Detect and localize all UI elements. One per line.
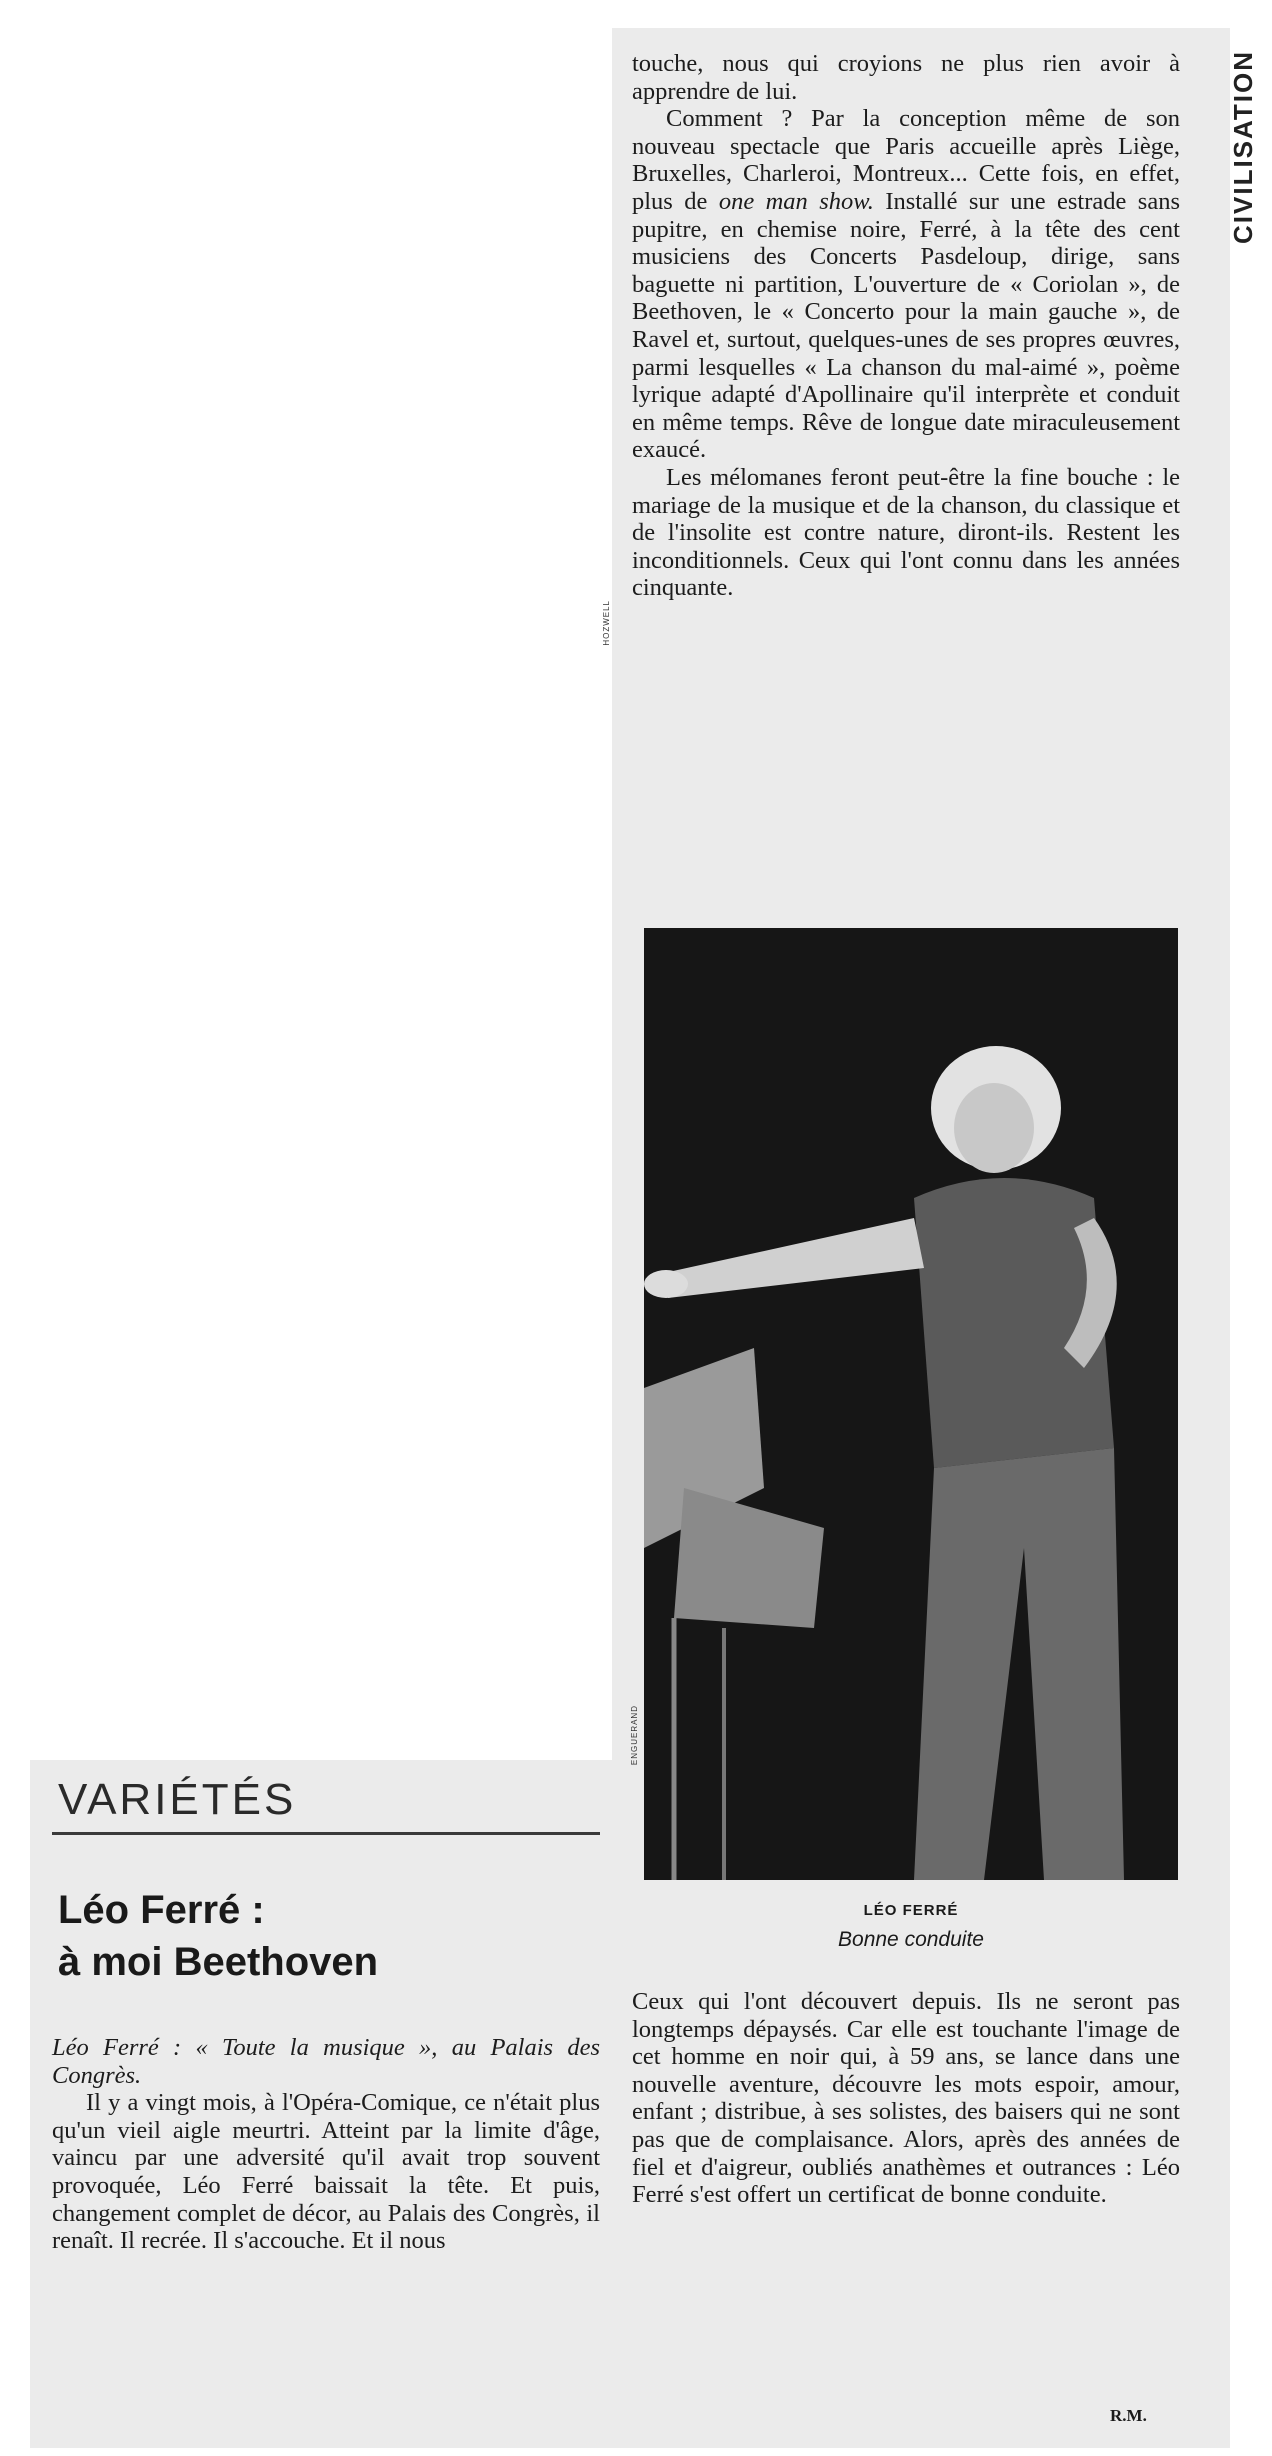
photo-credit-top: HOZWELL xyxy=(602,600,611,646)
paragraph: Il y a vingt mois, à l'Opéra-Comique, ce n'était plus qu'un vieil aigle meurtri. Atteint par la limite d'âge, vaincu par une adversité qu'il avait trop souvent provoquée, Léo Ferré baissait la tête. Et puis, changement complet de décor, au Palais des Congrès, il renaît. Il recrée. Il s'accouche. Et il nous xyxy=(52,2089,600,2255)
photo-leo-ferre xyxy=(644,928,1178,1880)
paragraph: Comment ? Par la conception même de son nouveau spectacle que Paris accueille après Liège, Bruxelles, Charleroi, Montreux... Cette fois, en effet, plus de one man show. Installé sur une estrade sans pupitre, en chemise noire, Ferré, à la tête des cent musiciens des Concerts Pasdeloup, dirige, sans baguette ni partition, L'ouverture de « Coriolan », de Beethoven, le « Concerto pour la main gauche », de Ravel et, surtout, quelques-unes de ses propres œuvres, parmi lesquelles « La chanson du mal-aimé », poème lyrique adapté d'Apollinaire qu'il interprète et conduit en même temps. Rêve de longue date miraculeusement exaucé. xyxy=(632,105,1181,464)
section-divider xyxy=(52,1832,600,1835)
photo-credit-side: ENGUERAND xyxy=(630,1705,639,1766)
photo-caption-name: LÉO FERRÉ xyxy=(863,1902,959,1919)
photo-caption-subtitle: Bonne conduite xyxy=(838,1928,984,1951)
author-initials: R.M. xyxy=(1110,2406,1147,2425)
paragraph: Ceux qui l'ont découvert depuis. Ils ne seront pas longtemps dépaysés. Car elle est touchante l'image de cet homme en noir qui, à 59 ans, se lance dans une nouvelle aventure, découvre les mots espoir, amour, enfant ; distribue, à ses solistes, des baisers qui ne sont pas que de complaisance. Alors, après des années de fiel et d'aigreur, oubliés anathèmes et outrances : Léo Ferré s'est offert un certificat de bonne conduite. xyxy=(632,1988,1180,2209)
paragraph: touche, nous qui croyions ne plus rien avoir à apprendre de lui. xyxy=(632,50,1180,105)
headline-line: à moi Beethoven xyxy=(58,1940,379,1984)
article-subtitle: Léo Ferré : « Toute la musique », au Palais des Congrès. xyxy=(52,2034,600,2089)
article-column-left xyxy=(52,2034,600,2255)
article-column-right-top xyxy=(632,50,1180,602)
headline xyxy=(58,1884,598,1988)
section-title: VARIÉTÉS xyxy=(58,1775,297,1824)
article-column-right-bottom xyxy=(632,1988,1180,2209)
headline-line: Léo Ferré : xyxy=(58,1888,265,1932)
paragraph: Les mélomanes feront peut-être la fine bouche : le mariage de la musique et de la chanson, du classique et de l'insolite est contre nature, diront-ils. Restent les inconditionnels. Ceux qui l'ont connu dans les années cinquante. xyxy=(632,463,1180,602)
section-side-label: CIVILISATION xyxy=(1228,50,1258,244)
